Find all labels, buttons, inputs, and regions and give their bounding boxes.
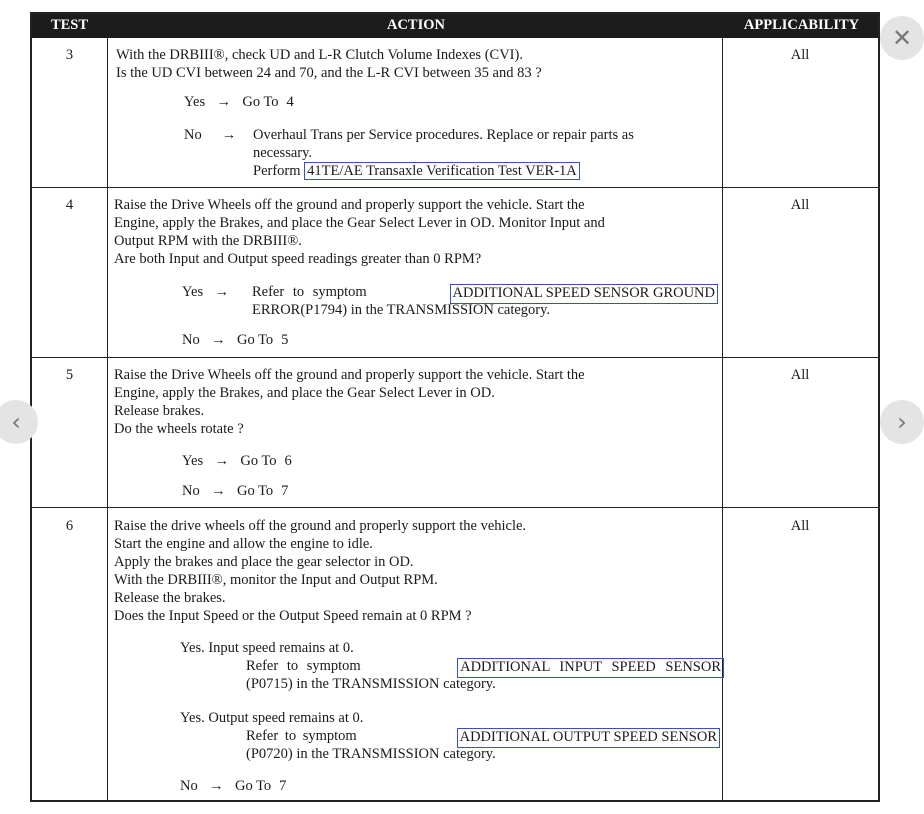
- column-divider: [722, 38, 723, 800]
- next-page-button[interactable]: [880, 400, 924, 444]
- goto-number: 7: [279, 778, 287, 794]
- arrow-icon: →: [214, 453, 229, 469]
- yes-label: Yes: [182, 453, 204, 469]
- no-text: necessary.: [253, 145, 313, 161]
- chevron-right-icon: ›: [897, 408, 907, 436]
- goto-number: 5: [281, 332, 289, 348]
- no-branch: [182, 332, 288, 350]
- action-line: Release the brakes.: [114, 590, 226, 606]
- no-label: No: [180, 778, 198, 794]
- arrow-icon: →: [211, 332, 226, 348]
- action-line: Engine, apply the Brakes, and place the Gear Select Lever in OD. Monitor Input and: [114, 215, 605, 231]
- close-button[interactable]: [880, 16, 924, 60]
- action-line: Raise the Drive Wheels off the ground and properly support the vehicle. Start the: [114, 197, 585, 213]
- yes-branch: [182, 284, 237, 302]
- refer-label: Refer to symptom: [246, 728, 357, 744]
- chevron-left-icon: ‹: [11, 408, 21, 436]
- action-line: Raise the drive wheels off the ground and properly support the vehicle.: [114, 518, 527, 534]
- verification-test-link[interactable]: 41TE/AE Transaxle Verification Test VER-1A: [304, 162, 580, 180]
- yes-branch: [184, 94, 294, 112]
- yes-input-refer-line: [246, 658, 724, 678]
- test-number: 4: [65, 197, 74, 213]
- action-line: Does the Input Speed or the Output Speed remain at 0 RPM ?: [114, 608, 472, 624]
- goto-label: Go To: [240, 453, 277, 469]
- no-label: No: [182, 483, 200, 499]
- arrow-icon: →: [211, 483, 226, 499]
- no-branch: [180, 778, 286, 796]
- goto-number: 7: [281, 483, 289, 499]
- applicability-value: All: [790, 47, 810, 63]
- action-line: Raise the Drive Wheels off the ground and properly support the vehicle. Start the: [114, 367, 585, 383]
- no-label: No: [182, 332, 200, 348]
- yes-output-text: (P0720) in the TRANSMISSION category.: [246, 746, 496, 762]
- yes-input-label: Yes. Input speed remains at 0.: [180, 640, 354, 656]
- row-divider: [32, 507, 878, 508]
- arrow-icon: →: [221, 127, 237, 143]
- perform-line: [253, 163, 580, 181]
- action-line: With the DRBIII®, monitor the Input and Output RPM.: [114, 572, 438, 588]
- table-header: [32, 14, 878, 38]
- applicability-value: All: [790, 367, 810, 383]
- header-test: TEST: [50, 17, 89, 33]
- yes-branch: [182, 453, 292, 471]
- action-line: With the DRBIII®, check UD and L-R Clutch Volume Indexes (CVI).: [116, 47, 523, 63]
- arrow-icon: →: [214, 284, 229, 300]
- action-line: Are both Input and Output speed readings greater than 0 RPM?: [114, 251, 482, 267]
- refer-label: Refer to symptom: [252, 284, 367, 300]
- no-branch: [184, 127, 202, 145]
- goto-label: Go To: [236, 332, 274, 348]
- applicability-value: All: [790, 518, 810, 534]
- arrow-icon: →: [209, 778, 224, 794]
- goto-number: 4: [286, 94, 294, 110]
- yes-input-text: (P0715) in the TRANSMISSION category.: [246, 676, 496, 692]
- close-icon: ✕: [891, 24, 913, 52]
- arrow-icon: →: [216, 94, 231, 110]
- yes-label: Yes: [184, 94, 206, 110]
- goto-label: Go To: [242, 94, 279, 110]
- yes-label: Yes: [182, 284, 204, 300]
- test-number: 5: [65, 367, 74, 383]
- yes-refer-line: [252, 284, 718, 304]
- test-number: 3: [65, 47, 74, 63]
- goto-label: Go To: [234, 778, 272, 794]
- no-text: Overhaul Trans per Service procedures. Replace or repair parts as: [253, 127, 634, 143]
- action-line: Engine, apply the Brakes, and place the Gear Select Lever in OD.: [114, 385, 495, 401]
- goto-number: 6: [284, 453, 292, 469]
- perform-label: Perform: [253, 163, 301, 179]
- speed-sensor-ground-link[interactable]: ADDITIONAL SPEED SENSOR GROUND: [450, 284, 718, 304]
- no-label: No: [184, 127, 202, 143]
- applicability-value: All: [790, 197, 810, 213]
- diagnostic-table: [30, 12, 880, 802]
- action-line: Do the wheels rotate ?: [114, 421, 244, 437]
- yes-output-label: Yes. Output speed remains at 0.: [180, 710, 364, 726]
- no-branch: [182, 483, 288, 501]
- action-line: Start the engine and allow the engine to idle.: [114, 536, 373, 552]
- column-divider: [107, 38, 108, 800]
- action-line: Apply the brakes and place the gear selector in OD.: [114, 554, 414, 570]
- header-action: ACTION: [386, 17, 445, 33]
- arrow-wrap: [214, 127, 244, 145]
- action-line: Output RPM with the DRBIII®.: [114, 233, 302, 249]
- yes-output-refer-line: [246, 728, 720, 748]
- goto-label: Go To: [236, 483, 274, 499]
- action-line: Release brakes.: [114, 403, 205, 419]
- yes-text: ERROR(P1794) in the TRANSMISSION category.: [252, 302, 551, 318]
- action-line: Is the UD CVI between 24 and 70, and the L-R CVI between 35 and 83 ?: [116, 65, 542, 81]
- row-divider: [32, 187, 878, 188]
- output-speed-sensor-link[interactable]: ADDITIONAL OUTPUT SPEED SENSOR: [457, 728, 720, 748]
- row-divider: [32, 357, 878, 358]
- test-number: 6: [65, 518, 74, 534]
- input-speed-sensor-link[interactable]: ADDITIONAL INPUT SPEED SENSOR: [457, 658, 724, 678]
- header-applicability: APPLICABILITY: [743, 17, 860, 33]
- refer-label: Refer to symptom: [246, 658, 361, 674]
